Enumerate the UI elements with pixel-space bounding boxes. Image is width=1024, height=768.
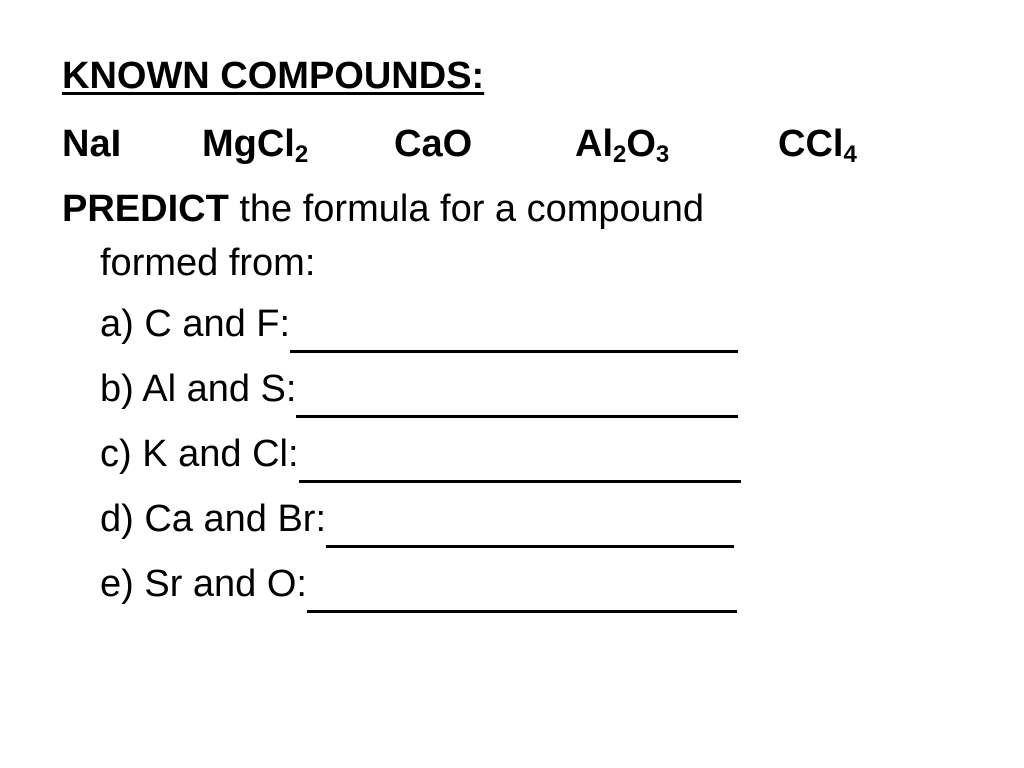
- compound-base: MgCl: [202, 123, 295, 165]
- question-label: a) C and F:: [100, 303, 291, 345]
- predict-instruction: [62, 182, 882, 290]
- answer-blank: [307, 566, 737, 613]
- compound-subscript: 2: [613, 141, 627, 168]
- question-label: b) Al and S:: [100, 368, 297, 410]
- compound-subscript: 2: [294, 141, 309, 168]
- compound-base: Al: [575, 123, 613, 165]
- compound-cao: [394, 118, 472, 170]
- heading: KNOWN COMPOUNDS:: [62, 55, 485, 97]
- predict-line-1: [62, 182, 882, 236]
- compound-al2o3: [575, 118, 669, 170]
- question-e: [100, 560, 820, 625]
- compound-base: CaO: [394, 123, 473, 165]
- answer-blank: [290, 306, 738, 353]
- answer-blank: [296, 371, 738, 418]
- answer-blank: [299, 436, 741, 483]
- answer-blank: [326, 501, 734, 548]
- question-label: d) Ca and Br:: [100, 498, 326, 540]
- question-label: e) Sr and O:: [100, 563, 307, 605]
- question-a: [100, 300, 820, 365]
- compound-subscript: 4: [843, 141, 857, 168]
- compound-nai: [62, 118, 121, 170]
- question-c: [100, 430, 820, 495]
- question-label: c) K and Cl:: [100, 433, 299, 475]
- predict-keyword: PREDICT: [62, 188, 229, 230]
- question-d: [100, 495, 820, 560]
- predict-line-2: formed from:: [100, 242, 316, 284]
- compound-mgcl2: [202, 118, 308, 170]
- compound-base: CCl: [778, 123, 844, 165]
- compound-ccl4: [778, 118, 857, 170]
- compound-base: NaI: [62, 123, 122, 165]
- known-compounds-row: [62, 118, 962, 170]
- compound-subscript: 3: [655, 141, 670, 168]
- predict-text: the formula for a compound: [228, 188, 705, 230]
- question-list: [100, 300, 820, 625]
- question-b: [100, 365, 820, 430]
- compound-mid: O: [626, 123, 656, 165]
